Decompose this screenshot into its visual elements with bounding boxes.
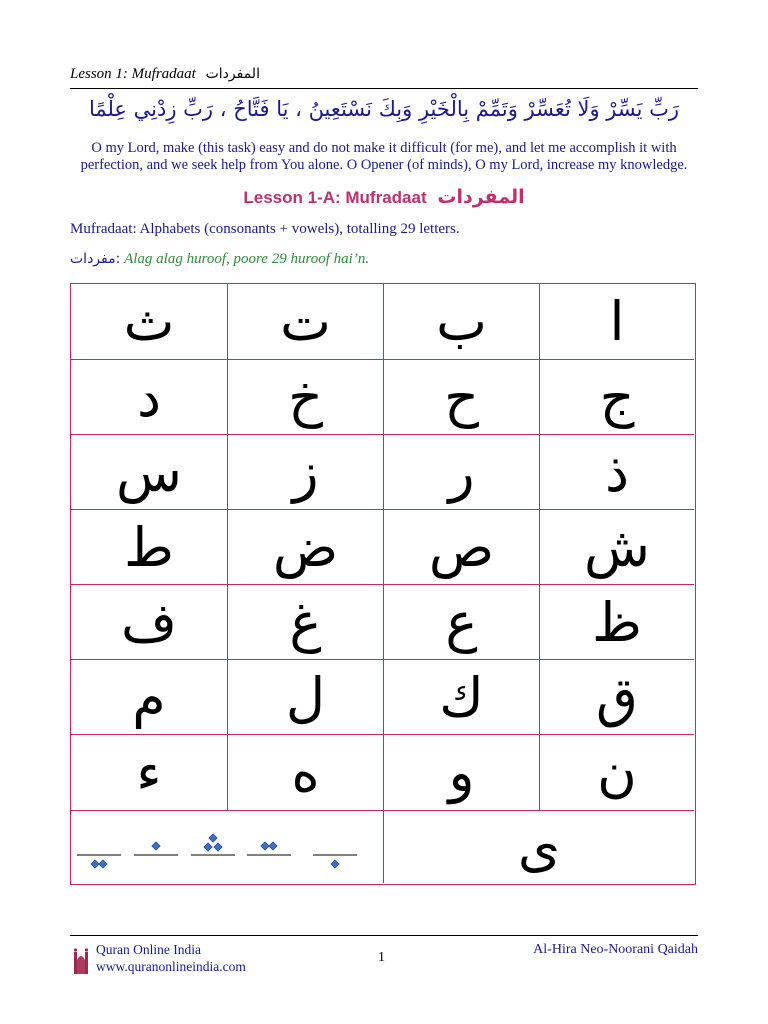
letter-cell: ث bbox=[71, 284, 228, 360]
letter-cell: ز bbox=[228, 435, 384, 510]
letter-cell: ا bbox=[540, 284, 694, 360]
letter-cell: غ bbox=[228, 585, 384, 660]
letter-cell: ت bbox=[228, 284, 384, 360]
mosque-logo-icon bbox=[72, 944, 90, 974]
dot-icon bbox=[214, 843, 222, 851]
letter-cell: ر bbox=[384, 435, 540, 510]
header-title-arabic: المفردات bbox=[205, 66, 260, 82]
alphabet-grid bbox=[70, 283, 696, 885]
letter-cell: ج bbox=[540, 360, 694, 435]
lesson-description: Mufradaat: Alphabets (consonants + vowels), totalling 29 letters. bbox=[70, 221, 460, 237]
letter-cell: ط bbox=[71, 510, 228, 585]
dot-icon bbox=[331, 860, 339, 868]
dot-patterns-drawing bbox=[71, 811, 384, 883]
dot-icon bbox=[209, 834, 217, 842]
dot-icon bbox=[91, 860, 99, 868]
letter-cell: س bbox=[71, 435, 228, 510]
lesson-heading-text: Lesson 1-A: Mufradaat bbox=[243, 188, 427, 207]
letter-cell: ء bbox=[71, 735, 228, 811]
letter-cell-ya: ى bbox=[517, 815, 561, 879]
footer-site-url[interactable]: www.quranonlineindia.com bbox=[96, 959, 246, 974]
letter-cell: ش bbox=[540, 510, 694, 585]
letter-cell: ض bbox=[228, 510, 384, 585]
letter-cell: ف bbox=[71, 585, 228, 660]
letter-cell: و bbox=[384, 735, 540, 811]
footer-book-title: Al-Hira Neo-Noorani Qaidah bbox=[533, 942, 698, 957]
dot-patterns-cell bbox=[71, 811, 384, 883]
letter-cell: ح bbox=[384, 360, 540, 435]
dua-arabic: رَبِّ يَسِّرْ وَلَا تُعَسِّرْ وَتَمِّمْ بِالْخَيْرِ وَبِكَ نَسْتَعِينُ ، يَا فَتَّاحُ ، رَبِّ زِدْنِي عِلْمًا bbox=[88, 97, 680, 121]
dua-translation-line-2: perfection, and we seek help from You alone. O Opener (of minds), O my Lord, increase my knowledge. bbox=[80, 157, 688, 173]
dot-icon bbox=[99, 860, 107, 868]
letter-cell: ك bbox=[384, 660, 540, 735]
letter-cell: ص bbox=[384, 510, 540, 585]
letter-cell: ب bbox=[384, 284, 540, 360]
letter-cell: خ bbox=[228, 360, 384, 435]
letter-cell: م bbox=[71, 660, 228, 735]
letter-cell: ذ bbox=[540, 435, 694, 510]
footer-site bbox=[96, 941, 246, 975]
dot-icon bbox=[204, 843, 212, 851]
lesson-heading bbox=[70, 186, 698, 208]
letter-cell: ظ bbox=[540, 585, 694, 660]
page-number: 1 bbox=[378, 950, 385, 965]
page-header-title bbox=[70, 66, 260, 83]
letter-cell: ن bbox=[540, 735, 694, 811]
dua-translation-line-1: O my Lord, make (this task) easy and do not make it difficult (for me), and let me accomplish it with bbox=[91, 140, 677, 156]
dua-translation bbox=[70, 140, 698, 174]
lesson-urdu-note bbox=[70, 251, 369, 268]
dot-icon bbox=[269, 842, 277, 850]
header-title-text: Lesson 1: Mufradaat bbox=[70, 66, 196, 82]
dot-icon bbox=[261, 842, 269, 850]
letter-cell: ق bbox=[540, 660, 694, 735]
letter-cell: د bbox=[71, 360, 228, 435]
dot-icon bbox=[152, 842, 160, 850]
lesson-heading-arabic: المفردات bbox=[437, 186, 525, 208]
urdu-text: Alag alag huroof, poore 29 huroof hai’n. bbox=[124, 251, 370, 267]
letter-cell: ع bbox=[384, 585, 540, 660]
header-divider bbox=[70, 88, 698, 89]
letter-cell: ه bbox=[228, 735, 384, 811]
footer-divider bbox=[70, 935, 698, 936]
letter-cell: ل bbox=[228, 660, 384, 735]
urdu-label: مفردات: bbox=[70, 251, 121, 267]
footer-site-name: Quran Online India bbox=[96, 942, 201, 957]
